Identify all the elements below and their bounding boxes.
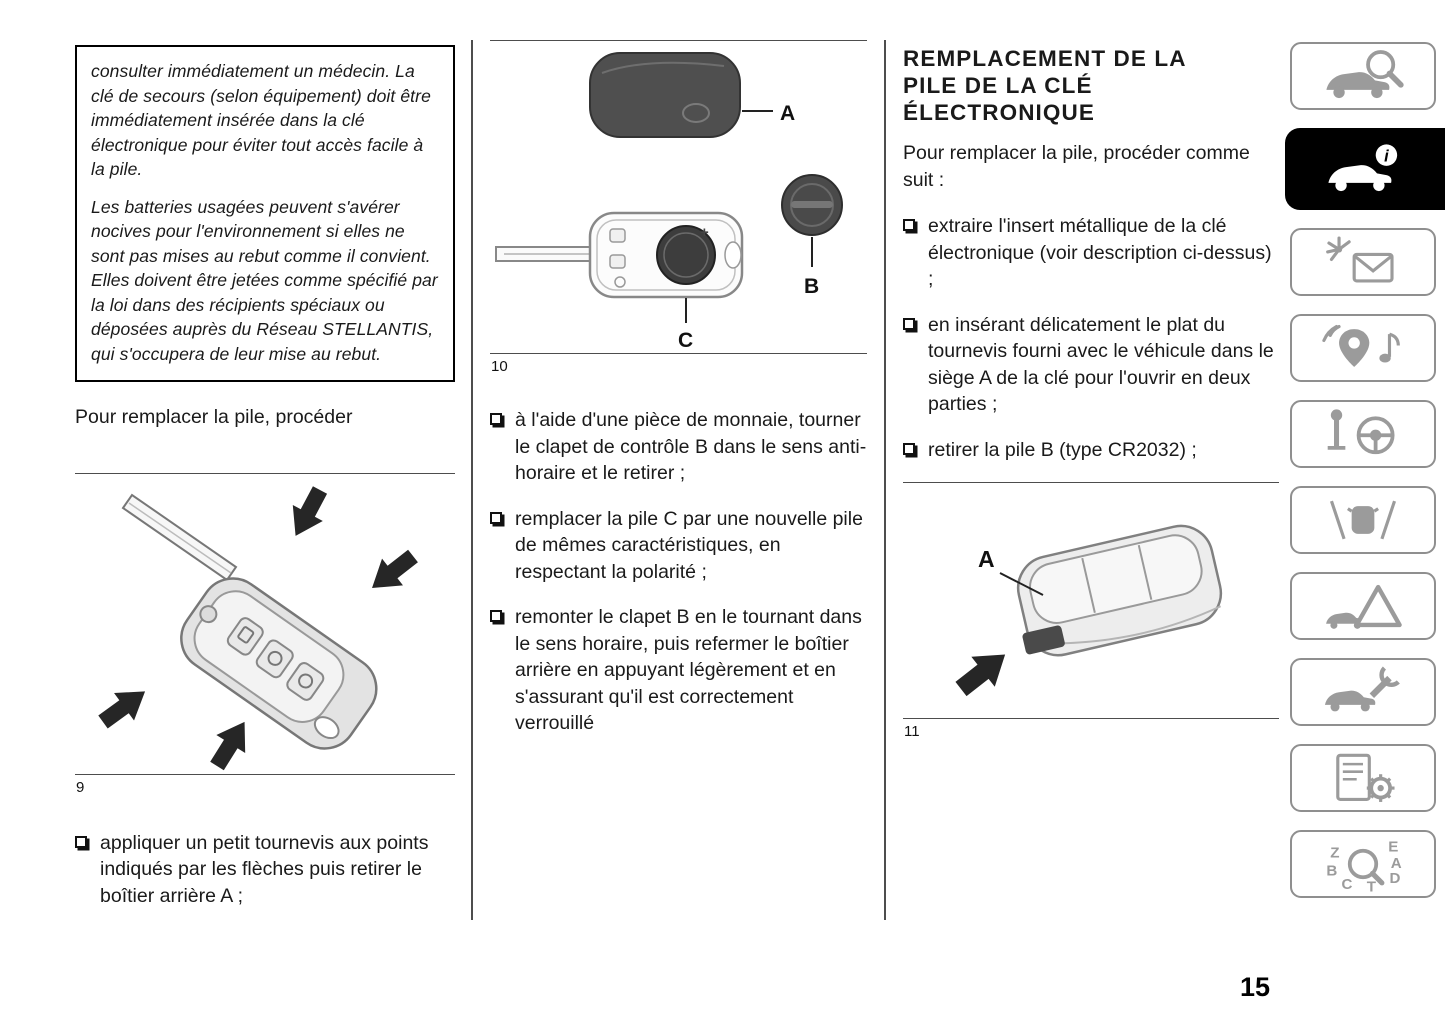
square-bullet-icon — [490, 512, 502, 524]
svg-text:Z: Z — [1330, 844, 1340, 862]
svg-text:i: i — [1384, 147, 1389, 166]
figure-label-c: C — [678, 329, 694, 352]
nav-starting-driving-button[interactable] — [1290, 400, 1436, 468]
instruction-item — [903, 437, 1279, 464]
instruction-item — [490, 407, 867, 487]
figure-number: 10 — [491, 358, 508, 375]
figure-number: 11 — [904, 723, 920, 740]
heading-line: PILE DE LA CLÉ — [903, 73, 1093, 98]
svg-text:T: T — [1366, 878, 1377, 893]
instruction-item — [903, 312, 1279, 418]
driving-assist-icon — [1315, 491, 1411, 549]
nav-technical-data-button[interactable] — [1290, 744, 1436, 812]
svg-text:B: B — [1326, 862, 1338, 880]
instruction-text: à l'aide d'une pièce de monnaie, tourner le clapet de contrôle B dans le sens anti-horaire et le retirer ; — [515, 409, 867, 484]
key-body — [496, 213, 742, 297]
svg-text:A: A — [1390, 854, 1402, 872]
svg-text:E: E — [1388, 838, 1399, 856]
alphabetical-index-icon — [1315, 835, 1411, 893]
smart-key-fob — [1006, 520, 1227, 663]
heading-line: ÉLECTRONIQUE — [903, 100, 1095, 125]
figure-rule — [903, 718, 1279, 719]
battery-polarity-plus: + — [700, 224, 709, 241]
instruction-text: remplacer la pile C par une nouvelle pile de mêmes caractéristiques, en respectant la polarité ; — [515, 507, 863, 583]
instruction-item — [490, 506, 867, 586]
emergency-icon — [1315, 577, 1411, 635]
figure-rule — [75, 774, 455, 775]
pry-point-arrow — [949, 640, 1017, 704]
nav-servicing-button[interactable] — [1290, 658, 1436, 726]
column-divider — [884, 40, 886, 920]
instruction-item — [75, 830, 455, 910]
car-info-icon — [1317, 140, 1413, 198]
figure-number: 9 — [76, 778, 85, 796]
nav-infotainment-button[interactable] — [1290, 314, 1436, 382]
instruction-text: remonter le clapet B en le tournant dans le sens horaire, puis refermer le boîtier arrière en appuyant légèrement et en s'assurant qu'il est correctement verrouillé — [515, 606, 862, 734]
figure-rule — [490, 353, 867, 354]
square-bullet-icon — [903, 219, 915, 231]
heading-line: REMPLACEMENT DE LA — [903, 46, 1187, 71]
square-bullet-icon — [903, 318, 915, 330]
warning-box — [75, 45, 455, 382]
page-number: 15 — [1240, 972, 1271, 1002]
square-bullet-icon — [903, 443, 915, 455]
column-divider — [471, 40, 473, 920]
nav-index-button[interactable] — [1290, 830, 1436, 898]
figure-11-smart-key-illustration — [903, 483, 1279, 718]
instruction-text: en insérant délicatement le plat du tournevis fourni avec le véhicule dans le siège A de la clé pour l'ouvrir en deux parties ; — [928, 313, 1274, 415]
key-fob — [169, 566, 389, 761]
nav-key-info-button-active[interactable] — [1285, 128, 1445, 210]
servicing-icon — [1315, 663, 1411, 721]
lights-messages-icon — [1315, 233, 1411, 291]
square-bullet-icon — [75, 836, 87, 848]
instruction-text: retirer la pile B (type CR2032) ; — [928, 438, 1197, 461]
figure-9-flip-key-illustration — [75, 474, 455, 774]
technical-data-icon — [1315, 749, 1411, 807]
car-search-icon — [1315, 47, 1411, 105]
square-bullet-icon — [490, 413, 502, 425]
figure-10-key-battery-illustration — [490, 41, 867, 353]
section-heading — [903, 45, 1279, 126]
nav-vehicle-overview-button[interactable] — [1290, 42, 1436, 110]
nav-lights-messages-button[interactable] — [1290, 228, 1436, 296]
svg-text:D: D — [1389, 869, 1401, 887]
navigation-audio-icon — [1315, 319, 1411, 377]
warning-paragraph: consulter immédiatement un médecin. La clé de secours (selon équipement) doit être immédiatement insérée dans la clé électronique pour éviter tout accès facile à la pile. — [91, 61, 431, 179]
square-bullet-icon — [490, 610, 502, 622]
instruction-item — [903, 213, 1279, 293]
svg-text:C: C — [1341, 876, 1353, 893]
section-nav-rail — [1281, 42, 1445, 898]
intro-text: Pour remplacer la pile, procéder — [75, 406, 353, 428]
instruction-item — [490, 604, 867, 737]
battery-cover — [782, 175, 842, 235]
starting-driving-icon — [1315, 405, 1411, 463]
nav-emergency-button[interactable] — [1290, 572, 1436, 640]
figure-label-a: A — [780, 102, 796, 125]
column-right — [903, 45, 1279, 740]
key-back-cover — [590, 53, 740, 137]
nav-driving-assist-button[interactable] — [1290, 486, 1436, 554]
column-middle — [490, 40, 867, 756]
figure-label-b: B — [804, 275, 820, 298]
intro-text: Pour remplacer la pile, procéder comme suit : — [903, 142, 1250, 191]
column-left — [75, 45, 455, 928]
warning-paragraph: Les batteries usagées peuvent s'avérer nocives pour l'environnement si elles ne sont pas mises au rebut comme il convient. Elles doivent être jetées comme spécifié par la loi dans des récipients spéciaux ou déposées auprès du Réseau STELLANTIS, qui s'occupera de leur mise au rebut. — [91, 196, 438, 364]
figure-label-a: A — [978, 546, 995, 572]
instruction-text: appliquer un petit tournevis aux points indiqués par les flèches puis retirer le boîtier arrière A ; — [100, 831, 429, 907]
instruction-text: extraire l'insert métallique de la clé électronique (voir description ci-dessus) ; — [928, 215, 1272, 290]
